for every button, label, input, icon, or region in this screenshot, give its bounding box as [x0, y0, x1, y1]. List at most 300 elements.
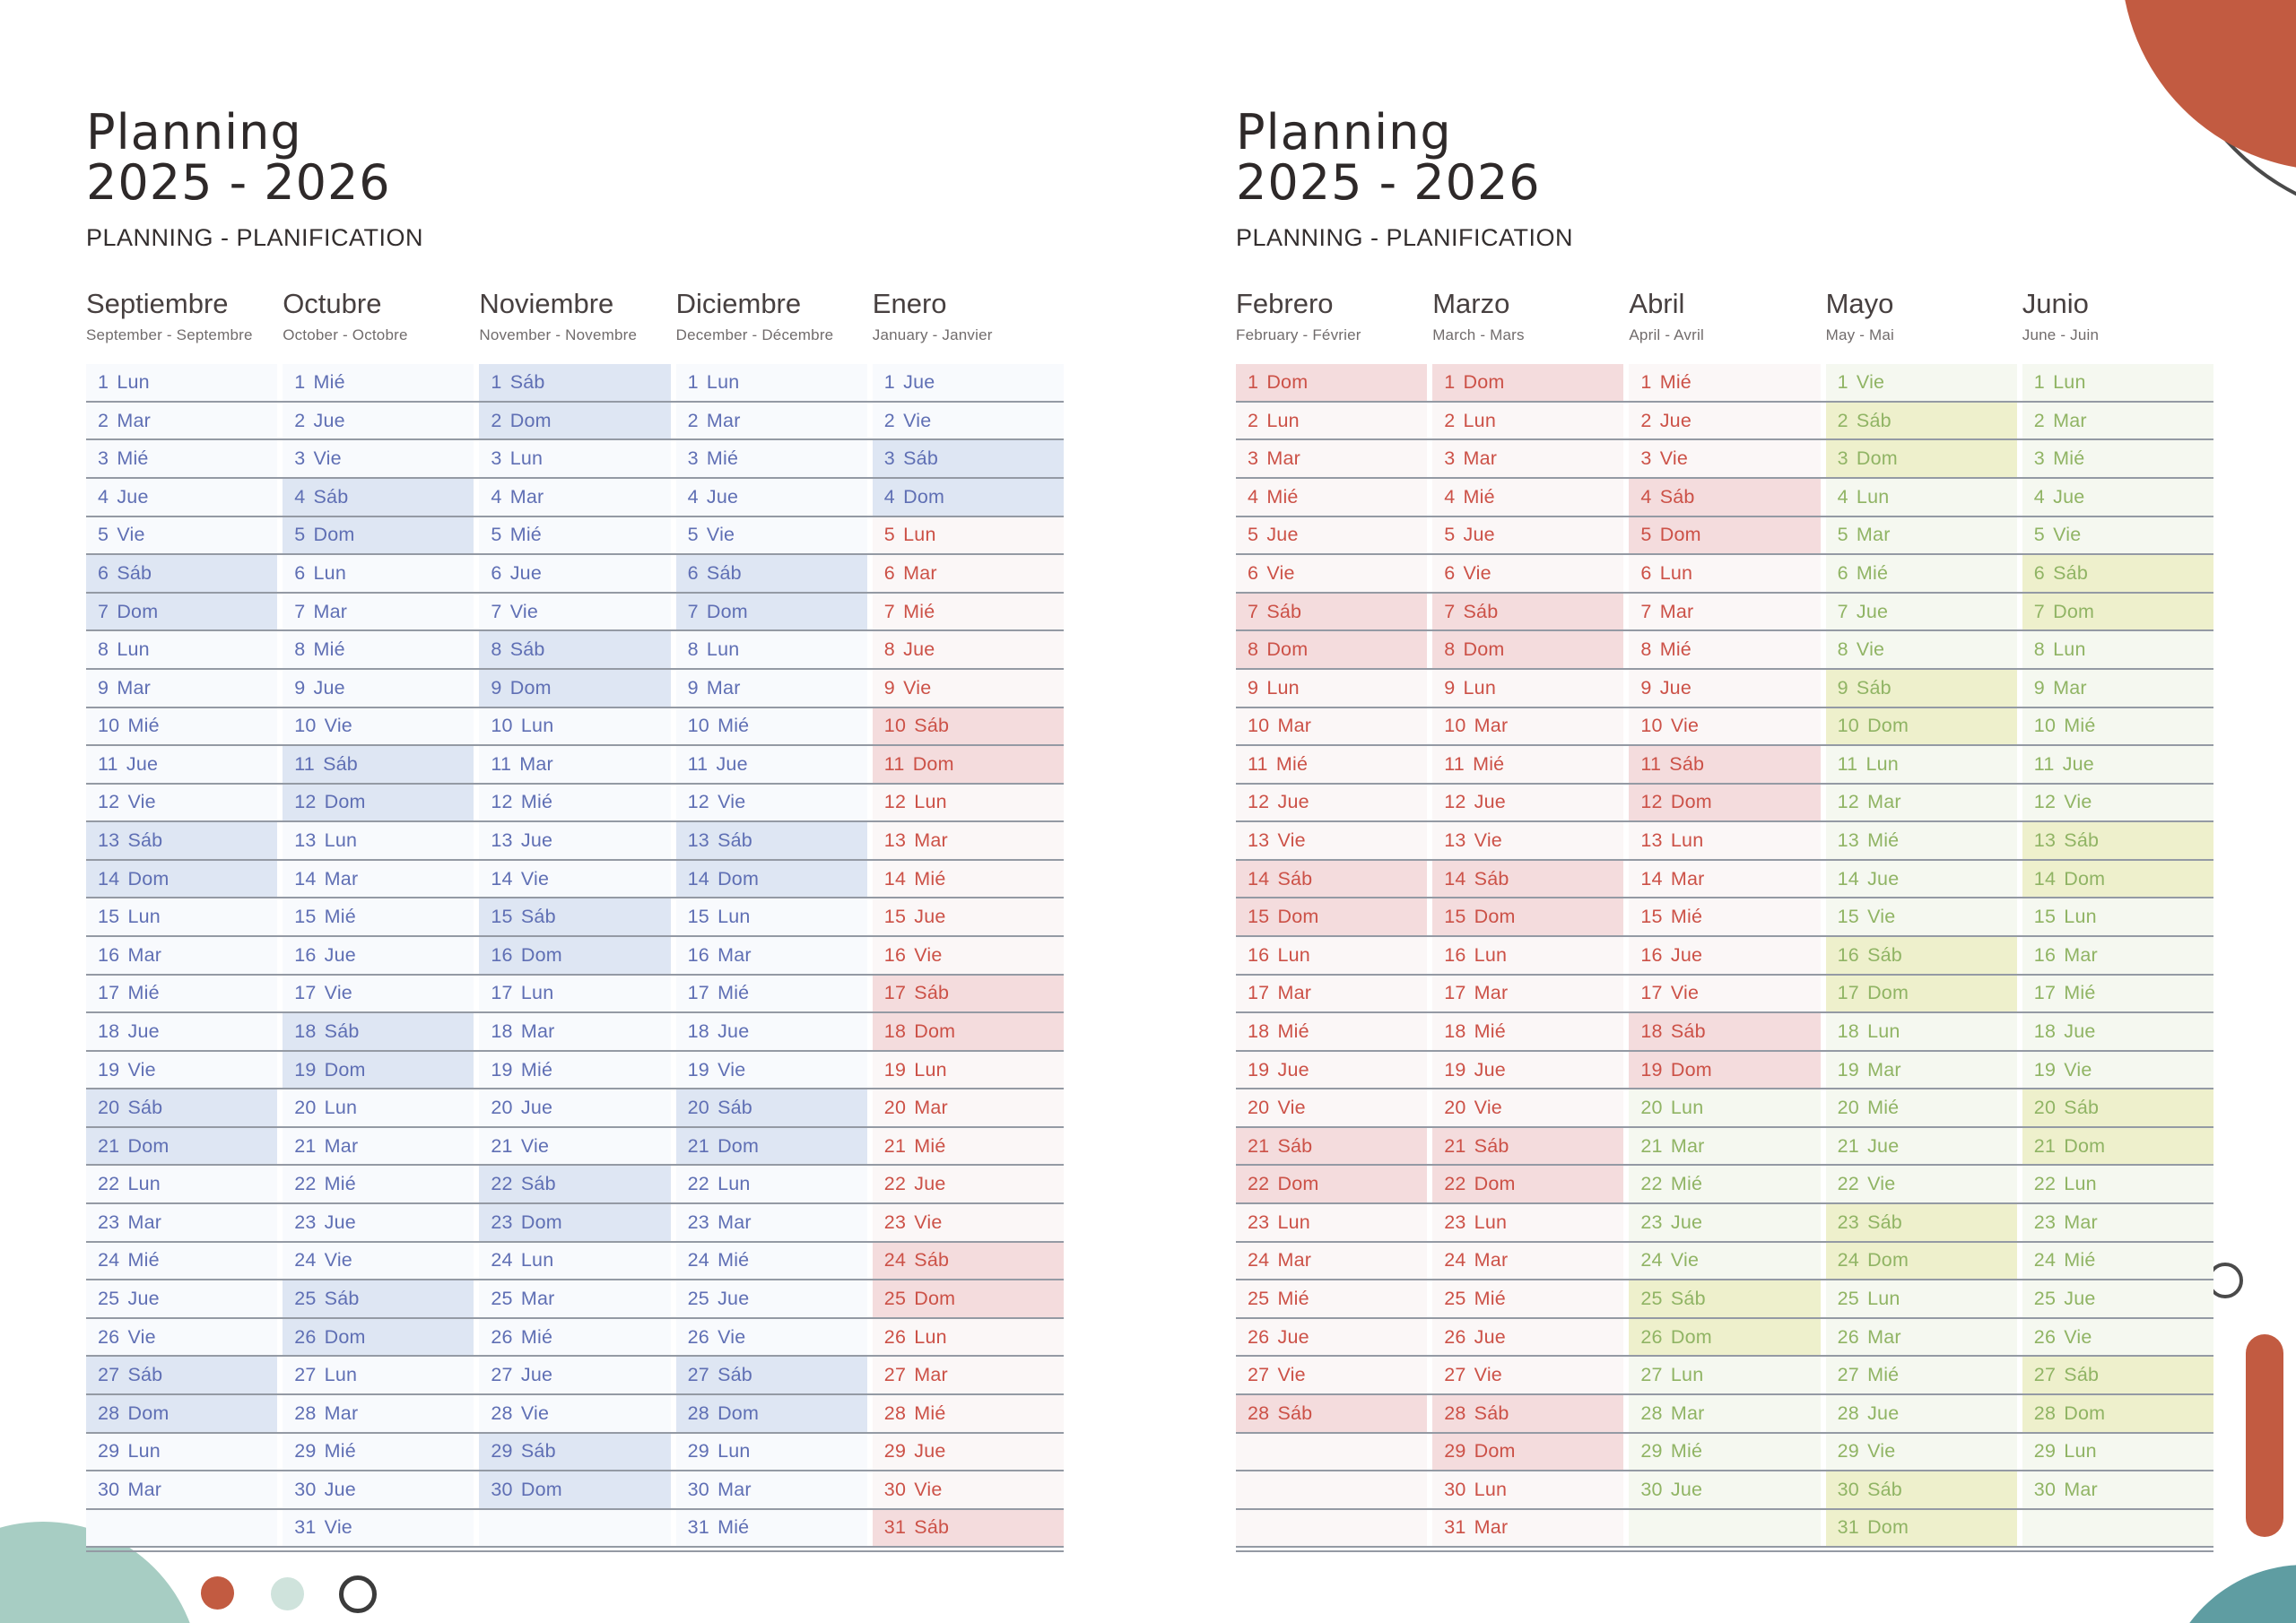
calendar-row [1236, 898, 2213, 937]
month-header [676, 288, 867, 344]
day-cell: 21 Jue [1826, 1128, 2017, 1165]
day-cell: 12 Vie [676, 785, 867, 821]
day-cell: 11 Mié [1432, 746, 1623, 783]
day-cell: 2 Jue [283, 403, 474, 439]
day-cell: 16 Dom [479, 937, 670, 974]
day-cell: 25 Dom [873, 1280, 1064, 1317]
day-cell: 3 Mié [86, 440, 277, 477]
pale-teal-dot [271, 1577, 304, 1610]
title-line1: Planning [1236, 104, 1452, 161]
day-cell: 16 Mar [86, 937, 277, 974]
day-cell: 7 Mar [283, 594, 474, 630]
month-name: Enero [872, 288, 947, 320]
page-title [86, 104, 1064, 212]
day-cell: 15 Mié [1629, 898, 1820, 935]
page-subtitle: PLANNING - PLANIFICATION [1236, 224, 1574, 252]
day-cell: 5 Vie [676, 517, 867, 554]
day-cell: 14 Mar [283, 861, 474, 898]
day-cell: 2 Vie [873, 403, 1064, 439]
day-cell: 6 Jue [479, 555, 670, 592]
day-cell: 27 Lun [1629, 1357, 1820, 1393]
day-cell: 26 Dom [1629, 1319, 1820, 1356]
day-cell: 6 Vie [1432, 555, 1623, 592]
day-cell: 17 Mié [86, 976, 277, 1012]
day-cell: 23 Mar [676, 1204, 867, 1241]
day-cell: 28 Dom [86, 1395, 277, 1432]
bottom-right-circle-decor [2161, 1565, 2296, 1623]
calendar-row [1236, 555, 2213, 594]
day-cell: 30 Lun [1432, 1471, 1623, 1508]
day-cell: 1 Lun [86, 364, 277, 401]
day-cell: 4 Sáb [1629, 479, 1820, 516]
day-cell: 21 Vie [479, 1128, 670, 1165]
calendar-row [86, 1013, 1064, 1052]
day-cell: 20 Jue [479, 1089, 670, 1126]
day-cell: 9 Lun [1432, 670, 1623, 707]
day-cell: 9 Sáb [1826, 670, 2017, 707]
day-cell: 11 Jue [2022, 746, 2213, 783]
day-cell: 23 Lun [1236, 1204, 1427, 1241]
calendar-row [1236, 670, 2213, 708]
calendar-row [86, 1128, 1064, 1167]
month-name: Septiembre [86, 288, 229, 320]
day-cell: 15 Vie [1826, 898, 2017, 935]
day-cell: 19 Vie [86, 1052, 277, 1089]
day-cell: 1 Dom [1432, 364, 1623, 401]
day-cell: 25 Mar [479, 1280, 670, 1317]
calendar-row [86, 1395, 1064, 1434]
day-cell: 14 Mié [873, 861, 1064, 898]
day-cell: 11 Mar [479, 746, 670, 783]
table-bottom-rule [1236, 1550, 2213, 1552]
day-cell: 26 Jue [1432, 1319, 1623, 1356]
day-cell: 25 Jue [86, 1280, 277, 1317]
month-subtitle: November - Novembre [479, 326, 638, 344]
day-cell: 22 Vie [1826, 1166, 2017, 1202]
empty-cell [1236, 1510, 1427, 1547]
day-cell: 17 Vie [283, 976, 474, 1012]
day-cell: 24 Mié [2022, 1243, 2213, 1280]
day-cell: 7 Sáb [1432, 594, 1623, 630]
day-cell: 14 Dom [2022, 861, 2213, 898]
day-cell: 24 Vie [1629, 1243, 1820, 1280]
day-cell: 20 Sáb [2022, 1089, 2213, 1126]
day-cell: 3 Dom [1826, 440, 2017, 477]
calendar-row [1236, 1128, 2213, 1167]
day-cell: 7 Sáb [1236, 594, 1427, 630]
day-cell: 21 Sáb [1432, 1128, 1623, 1165]
terracotta-dot [201, 1576, 234, 1610]
day-cell: 27 Vie [1432, 1357, 1623, 1393]
day-cell: 17 Lun [479, 976, 670, 1012]
day-cell: 12 Jue [1432, 785, 1623, 821]
day-cell: 29 Lun [2022, 1434, 2213, 1471]
calendar-row [1236, 785, 2213, 823]
calendar-row [86, 403, 1064, 441]
day-cell: 5 Dom [283, 517, 474, 554]
day-cell: 11 Jue [676, 746, 867, 783]
day-cell: 22 Dom [1236, 1166, 1427, 1202]
table-bottom-rule [86, 1550, 1064, 1552]
calendar-row [1236, 1204, 2213, 1243]
day-cell: 8 Vie [1826, 631, 2017, 668]
day-cell: 29 Mié [283, 1434, 474, 1471]
day-cell: 26 Mié [479, 1319, 670, 1356]
calendar-row [1236, 1395, 2213, 1434]
day-cell: 9 Dom [479, 670, 670, 707]
day-cell: 16 Mar [2022, 937, 2213, 974]
day-cell: 23 Vie [873, 1204, 1064, 1241]
side-pill-decor [2246, 1334, 2283, 1537]
day-cell: 21 Dom [86, 1128, 277, 1165]
calendar-row [86, 785, 1064, 823]
day-cell: 23 Jue [283, 1204, 474, 1241]
day-cell: 28 Mar [283, 1395, 474, 1432]
day-cell: 5 Dom [1629, 517, 1820, 554]
day-cell: 23 Mar [2022, 1204, 2213, 1241]
calendar-row [1236, 937, 2213, 976]
calendar-grid [1236, 364, 2213, 1548]
day-cell: 4 Dom [873, 479, 1064, 516]
day-cell: 31 Sáb [873, 1510, 1064, 1547]
day-cell: 10 Mié [2022, 708, 2213, 745]
day-cell: 12 Mar [1826, 785, 2017, 821]
month-header-row [1236, 288, 2213, 344]
day-cell: 28 Dom [2022, 1395, 2213, 1432]
calendar-row [86, 822, 1064, 861]
day-cell: 9 Lun [1236, 670, 1427, 707]
day-cell: 26 Vie [676, 1319, 867, 1356]
day-cell: 11 Dom [873, 746, 1064, 783]
day-cell: 2 Lun [1432, 403, 1623, 439]
day-cell: 18 Jue [2022, 1013, 2213, 1050]
day-cell: 19 Jue [1236, 1052, 1427, 1089]
day-cell: 13 Sáb [86, 822, 277, 859]
day-cell: 28 Jue [1826, 1395, 2017, 1432]
planner-page-left [86, 104, 1064, 1552]
calendar-row [86, 364, 1064, 403]
day-cell: 10 Mar [1432, 708, 1623, 745]
day-cell: 8 Mié [1629, 631, 1820, 668]
day-cell: 19 Mié [479, 1052, 670, 1089]
day-cell: 9 Jue [283, 670, 474, 707]
day-cell: 16 Vie [873, 937, 1064, 974]
day-cell: 3 Mar [1236, 440, 1427, 477]
day-cell: 8 Dom [1236, 631, 1427, 668]
day-cell: 18 Mar [479, 1013, 670, 1050]
day-cell: 25 Mié [1236, 1280, 1427, 1317]
day-cell: 4 Lun [1826, 479, 2017, 516]
calendar-row [1236, 1319, 2213, 1358]
day-cell: 7 Dom [86, 594, 277, 630]
day-cell: 27 Lun [283, 1357, 474, 1393]
day-cell: 10 Vie [283, 708, 474, 745]
day-cell: 21 Dom [676, 1128, 867, 1165]
calendar-row [1236, 746, 2213, 785]
calendar-row [86, 976, 1064, 1014]
calendar-row [86, 1319, 1064, 1358]
calendar-row [1236, 1089, 2213, 1128]
month-name: Marzo [1432, 288, 1510, 320]
day-cell: 11 Sáb [283, 746, 474, 783]
day-cell: 15 Mié [283, 898, 474, 935]
day-cell: 29 Dom [1432, 1434, 1623, 1471]
day-cell: 6 Mié [1826, 555, 2017, 592]
month-subtitle: December - Décembre [675, 326, 834, 344]
day-cell: 19 Lun [873, 1052, 1064, 1089]
day-cell: 4 Mié [1432, 479, 1623, 516]
day-cell: 28 Sáb [1236, 1395, 1427, 1432]
day-cell: 2 Jue [1629, 403, 1820, 439]
day-cell: 26 Vie [86, 1319, 277, 1356]
day-cell: 10 Lun [479, 708, 670, 745]
day-cell: 7 Mié [873, 594, 1064, 630]
day-cell: 30 Jue [283, 1471, 474, 1508]
day-cell: 13 Vie [1236, 822, 1427, 859]
calendar-row [86, 1052, 1064, 1090]
calendar-row [86, 555, 1064, 594]
day-cell: 27 Sáb [2022, 1357, 2213, 1393]
day-cell: 9 Mar [676, 670, 867, 707]
day-cell: 21 Mar [283, 1128, 474, 1165]
day-cell: 6 Lun [1629, 555, 1820, 592]
day-cell: 28 Mié [873, 1395, 1064, 1432]
day-cell: 25 Sáb [1629, 1280, 1820, 1317]
day-cell: 19 Mar [1826, 1052, 2017, 1089]
calendar-row [86, 1434, 1064, 1472]
day-cell: 28 Vie [479, 1395, 670, 1432]
day-cell: 7 Dom [2022, 594, 2213, 630]
day-cell: 22 Jue [873, 1166, 1064, 1202]
day-cell: 13 Jue [479, 822, 670, 859]
day-cell: 30 Sáb [1826, 1471, 2017, 1508]
calendar-row [86, 1089, 1064, 1128]
calendar-row [1236, 976, 2213, 1014]
day-cell: 29 Mié [1629, 1434, 1820, 1471]
title-line2: 2025 - 2026 [86, 154, 391, 212]
month-header [1432, 288, 1623, 344]
day-cell: 16 Jue [283, 937, 474, 974]
day-cell: 17 Mar [1236, 976, 1427, 1012]
day-cell: 13 Mar [873, 822, 1064, 859]
day-cell: 7 Mar [1629, 594, 1820, 630]
calendar-row [1236, 517, 2213, 556]
day-cell: 24 Dom [1826, 1243, 2017, 1280]
day-cell: 29 Sáb [479, 1434, 670, 1471]
day-cell: 5 Jue [1432, 517, 1623, 554]
day-cell: 6 Sáb [676, 555, 867, 592]
day-cell: 28 Dom [676, 1395, 867, 1432]
day-cell: 15 Lun [86, 898, 277, 935]
calendar-row [86, 1204, 1064, 1243]
day-cell: 22 Mié [1629, 1166, 1820, 1202]
day-cell: 3 Mié [676, 440, 867, 477]
day-cell: 18 Jue [676, 1013, 867, 1050]
day-cell: 9 Vie [873, 670, 1064, 707]
day-cell: 17 Mié [2022, 976, 2213, 1012]
page-subtitle: PLANNING - PLANIFICATION [86, 224, 424, 252]
day-cell: 18 Sáb [283, 1013, 474, 1050]
calendar-row [1236, 1166, 2213, 1204]
day-cell: 5 Mar [1826, 517, 2017, 554]
calendar-row [1236, 631, 2213, 670]
month-header [1629, 288, 1820, 344]
day-cell: 14 Jue [1826, 861, 2017, 898]
day-cell: 4 Mar [479, 479, 670, 516]
day-cell: 28 Mar [1629, 1395, 1820, 1432]
calendar-row [1236, 1434, 2213, 1472]
day-cell: 4 Mié [1236, 479, 1427, 516]
day-cell: 28 Sáb [1432, 1395, 1623, 1432]
day-cell: 14 Vie [479, 861, 670, 898]
calendar-row [86, 479, 1064, 517]
calendar-row [1236, 1013, 2213, 1052]
day-cell: 18 Jue [86, 1013, 277, 1050]
day-cell: 19 Dom [1629, 1052, 1820, 1089]
day-cell: 8 Jue [873, 631, 1064, 668]
day-cell: 7 Dom [676, 594, 867, 630]
day-cell: 30 Jue [1629, 1471, 1820, 1508]
day-cell: 5 Mié [479, 517, 670, 554]
day-cell: 23 Sáb [1826, 1204, 2017, 1241]
planner-page-right [1236, 104, 2213, 1552]
day-cell: 26 Dom [283, 1319, 474, 1356]
day-cell: 29 Lun [676, 1434, 867, 1471]
day-cell: 1 Jue [873, 364, 1064, 401]
day-cell: 13 Lun [1629, 822, 1820, 859]
calendar-row [86, 937, 1064, 976]
day-cell: 19 Dom [283, 1052, 474, 1089]
day-cell: 20 Vie [1432, 1089, 1623, 1126]
day-cell: 12 Dom [1629, 785, 1820, 821]
day-cell: 20 Vie [1236, 1089, 1427, 1126]
day-cell: 21 Dom [2022, 1128, 2213, 1165]
day-cell: 26 Lun [873, 1319, 1064, 1356]
day-cell: 24 Mié [86, 1243, 277, 1280]
month-subtitle: June - Juin [2022, 326, 2100, 344]
calendar-row [86, 1243, 1064, 1281]
day-cell: 17 Sáb [873, 976, 1064, 1012]
day-cell: 26 Mar [1826, 1319, 2017, 1356]
day-cell: 26 Jue [1236, 1319, 1427, 1356]
day-cell: 20 Sáb [86, 1089, 277, 1126]
day-cell: 24 Lun [479, 1243, 670, 1280]
day-cell: 30 Mar [676, 1471, 867, 1508]
day-cell: 14 Dom [86, 861, 277, 898]
calendar-row [86, 708, 1064, 747]
day-cell: 9 Mar [86, 670, 277, 707]
day-cell: 14 Dom [676, 861, 867, 898]
day-cell: 5 Jue [1236, 517, 1427, 554]
calendar-grid [86, 364, 1064, 1548]
day-cell: 5 Vie [86, 517, 277, 554]
calendar-row [1236, 440, 2213, 479]
month-header [1236, 288, 1427, 344]
day-cell: 22 Lun [676, 1166, 867, 1202]
day-cell: 20 Sáb [676, 1089, 867, 1126]
calendar-row [1236, 594, 2213, 632]
day-cell: 3 Sáb [873, 440, 1064, 477]
day-cell: 30 Dom [479, 1471, 670, 1508]
month-name: Octubre [283, 288, 382, 320]
day-cell: 8 Lun [2022, 631, 2213, 668]
day-cell: 20 Lun [283, 1089, 474, 1126]
day-cell: 11 Jue [86, 746, 277, 783]
day-cell: 18 Mié [1236, 1013, 1427, 1050]
day-cell: 31 Mié [676, 1510, 867, 1547]
day-cell: 19 Jue [1432, 1052, 1623, 1089]
day-cell: 6 Mar [873, 555, 1064, 592]
calendar-row [1236, 364, 2213, 403]
month-subtitle: April - Avril [1629, 326, 1704, 344]
month-name: Noviembre [479, 288, 614, 320]
title-line1: Planning [86, 104, 302, 161]
day-cell: 19 Vie [676, 1052, 867, 1089]
calendar-row [1236, 822, 2213, 861]
day-cell: 24 Mar [1432, 1243, 1623, 1280]
day-cell: 23 Lun [1432, 1204, 1623, 1241]
day-cell: 1 Sáb [479, 364, 670, 401]
day-cell: 29 Lun [86, 1434, 277, 1471]
day-cell: 10 Sáb [873, 708, 1064, 745]
month-header [873, 288, 1064, 344]
day-cell: 18 Sáb [1629, 1013, 1820, 1050]
calendar-row [86, 1510, 1064, 1549]
day-cell: 10 Mié [676, 708, 867, 745]
day-cell: 21 Mié [873, 1128, 1064, 1165]
calendar-row [86, 861, 1064, 899]
day-cell: 11 Lun [1826, 746, 2017, 783]
day-cell: 11 Sáb [1629, 746, 1820, 783]
day-cell: 19 Vie [2022, 1052, 2213, 1089]
day-cell: 6 Sáb [2022, 555, 2213, 592]
day-cell: 22 Lun [2022, 1166, 2213, 1202]
day-cell: 9 Mar [2022, 670, 2213, 707]
day-cell: 13 Vie [1432, 822, 1623, 859]
day-cell: 12 Vie [86, 785, 277, 821]
day-cell: 10 Mié [86, 708, 277, 745]
day-cell: 29 Jue [873, 1434, 1064, 1471]
day-cell: 2 Lun [1236, 403, 1427, 439]
month-name: Febrero [1236, 288, 1334, 320]
day-cell: 24 Sáb [873, 1243, 1064, 1280]
day-cell: 6 Lun [283, 555, 474, 592]
day-cell: 13 Sáb [676, 822, 867, 859]
outline-dot [339, 1575, 377, 1613]
day-cell: 27 Sáb [676, 1357, 867, 1393]
month-header [2022, 288, 2213, 344]
day-cell: 3 Mar [1432, 440, 1623, 477]
day-cell: 8 Dom [1432, 631, 1623, 668]
month-subtitle: May - Mai [1825, 326, 1895, 344]
day-cell: 7 Vie [479, 594, 670, 630]
day-cell: 8 Sáb [479, 631, 670, 668]
day-cell: 8 Mié [283, 631, 474, 668]
day-cell: 2 Sáb [1826, 403, 2017, 439]
day-cell: 3 Mié [2022, 440, 2213, 477]
day-cell: 16 Jue [1629, 937, 1820, 974]
day-cell: 29 Vie [1826, 1434, 2017, 1471]
day-cell: 1 Dom [1236, 364, 1427, 401]
day-cell: 15 Sáb [479, 898, 670, 935]
month-subtitle: September - Septembre [86, 326, 253, 344]
day-cell: 2 Dom [479, 403, 670, 439]
day-cell: 4 Sáb [283, 479, 474, 516]
day-cell: 12 Jue [1236, 785, 1427, 821]
month-header [86, 288, 277, 344]
day-cell: 16 Sáb [1826, 937, 2017, 974]
day-cell: 23 Dom [479, 1204, 670, 1241]
